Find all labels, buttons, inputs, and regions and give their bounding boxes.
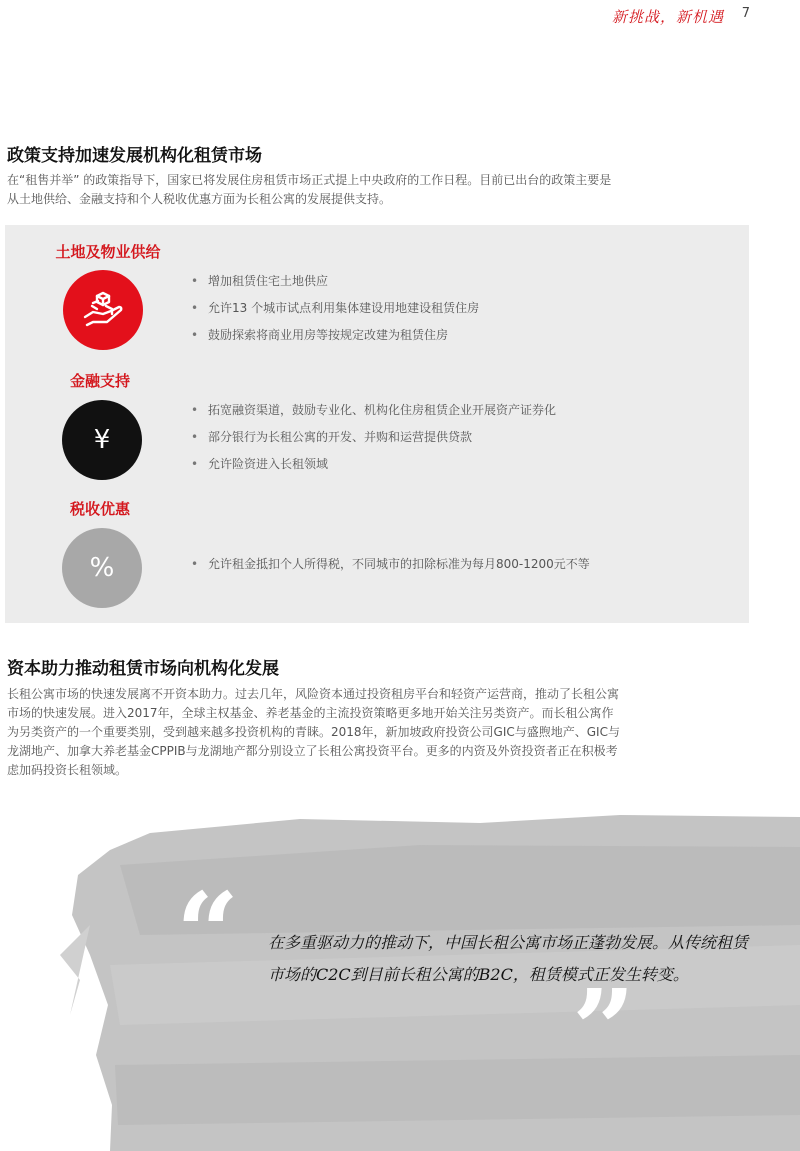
section-title-capital: 资本助力推动租赁市场向机构化发展 <box>7 659 279 679</box>
land-bullet: • 鼓励探索将商业用房等按规定改建为租赁住房 <box>191 322 479 349</box>
percent-icon-glyph: % <box>89 553 115 583</box>
header-slogan: 新挑战，新机遇 <box>611 8 724 26</box>
yen-icon-glyph: ¥ <box>93 425 111 455</box>
finance-bullet: • 允许险资进入长租领域 <box>191 451 556 478</box>
close-quote-mark: ” <box>572 965 636 1094</box>
category-label-tax: 税收优惠 <box>69 500 130 518</box>
section-title-policy: 政策支持加速发展机构化租赁市场 <box>7 146 262 166</box>
tax-bullet-list <box>191 551 590 578</box>
policy-intro-paragraph: 在“租售并举” 的政策指导下，国家已将发展住房租赁市场正式提上中央政府的工作日程。目前已出台的政策主要是从土地供给、金融支持和个人税收优惠方面为长租公寓的发展提供支持。 <box>7 173 612 206</box>
pull-quote-text: 在多重驱动力的推动下，中国长租公寓市场正蓬勃发展。从传统租赁市场的C2C到目前长租公寓的B2C，租赁模式正发生转变。 <box>268 933 749 984</box>
policy-support-panel <box>5 225 749 623</box>
category-label-finance: 金融支持 <box>69 372 130 390</box>
finance-bullet-list <box>191 397 556 478</box>
land-bullet: • 允许13 个城市试点利用集体建设用地建设租赁住房 <box>191 295 479 322</box>
land-bullet: • 增加租赁住宅土地供应 <box>191 268 479 295</box>
capital-paragraph: 长租公寓市场的快速发展离不开资本助力。过去几年，风险资本通过投资租房平台和轻资产运营商，推动了长租公寓市场的快速发展。进入2017年，全球主权基金、养老基金的主流投资策略更多地开始关注另类资产。而长租公寓作为另类资产的一个重要类别，受到越来越多投资机构的青睐。2018年，新加坡政府投资公司GIC与盛煦地产、GIC与龙湖地产、加拿大养老基金CPPIB与龙湖地产都分别设立了长租公寓投资平台。更多的内资及外资投资者正在积极考虑加码投资长租领域。 <box>7 687 620 777</box>
yen-icon <box>62 400 142 480</box>
tax-bullet: • 允许租金抵扣个人所得税，不同城市的扣除标准为每月800-1200元不等 <box>191 551 590 578</box>
percent-icon <box>62 528 142 608</box>
finance-bullet: • 拓宽融资渠道，鼓励专业化、机构化住房租赁企业开展资产证券化 <box>191 397 556 424</box>
finance-bullet: • 部分银行为长租公寓的开发、并购和运营提供贷款 <box>191 424 556 451</box>
land-bullet-list <box>191 268 479 349</box>
category-label-land: 土地及物业供给 <box>55 243 161 261</box>
page-number: 7 <box>741 6 750 21</box>
open-quote-mark: “ <box>176 868 240 997</box>
hand-holding-cubes-icon <box>63 270 143 350</box>
